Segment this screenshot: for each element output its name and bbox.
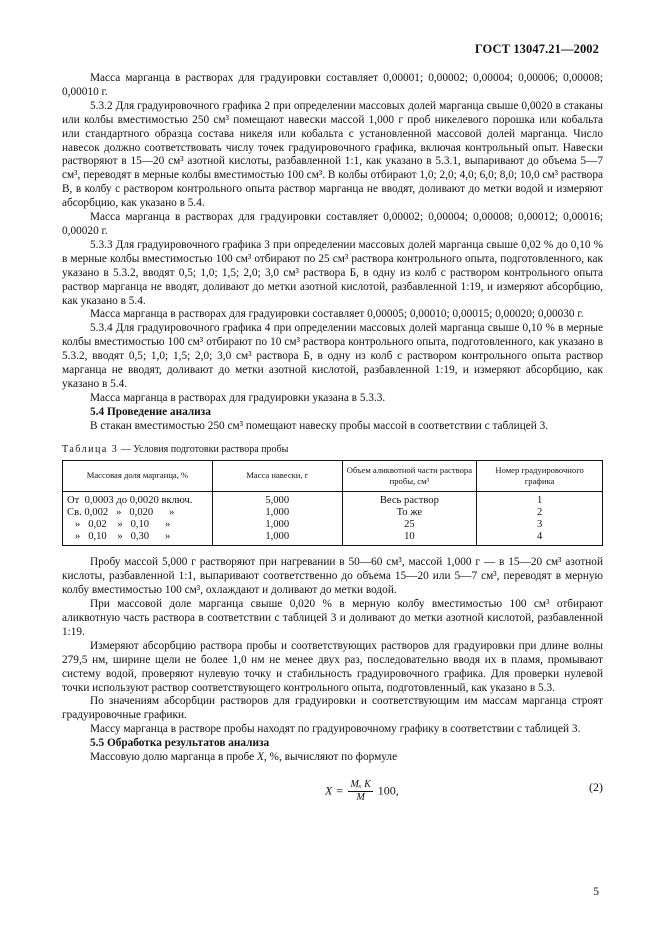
- document-body: [62, 72, 603, 815]
- paragraph: 5.3.4 Для градуировочного графика 4 при определении массовых долей марганца свыше 0,10 % в мерные колбы вместимостью 100 см³ отбирают по 10 см³ раствора контрольного опыта, подготовленного, как указано в 5.3.2, вводят 0,5; 1,0; 1,5; 2,0; 3,0 см³ раствора Б, в одну из колб с раствором контрольного опыта раствор марганца не вводят, доливают до метки азотной кислотой, разбавленной 1:19, и измеряют абсорбцию, как указано в 5.4.: [62, 322, 603, 390]
- paragraph: Масса марганца в растворах для градуировки составляет 0,00002; 0,00004; 0,00008; 0,00012; 0,00016; 0,00020 г.: [62, 211, 603, 237]
- table-cell: 4: [477, 531, 603, 546]
- paragraph: При массовой доле марганца свыше 0,020 % в мерную колбу вместимостью 100 см³ отбирают аликвотную часть раствора в соответствии с таблицей 3 и доливают до метки азотной кислотой, разбавленной 1:19.: [62, 598, 603, 638]
- table-row: [63, 531, 603, 546]
- paragraph-text: , %, вычисляют по формуле: [263, 751, 398, 764]
- table-cell: 5,000: [212, 491, 342, 507]
- table-cell: От 0,0003 до 0,0020 включ.: [63, 491, 213, 507]
- formula: [62, 769, 603, 815]
- table-cell: 1,000: [212, 519, 342, 531]
- formula-rhs: 100,: [377, 783, 399, 798]
- table-header-cell: Номер градуировочного графика: [477, 460, 603, 491]
- table-cell: 10: [342, 531, 477, 546]
- paragraph: Пробу массой 5,000 г растворяют при нагревании в 50—60 см³, массой 1,000 г — в 15—20 см³ азотной кислоты, разбавленной 1:1, выпаривают соответственно до объема 15—20 или 5—7 см³, переводят в мерную колбу вместимостью 100 см³, охлаждают и доливают до метки водой.: [62, 556, 603, 597]
- table-caption-text: — Условия подготовки раствора пробы: [118, 443, 289, 455]
- table-header-cell: Массовая доля марганца, %: [63, 460, 213, 491]
- formula-lhs: X =: [325, 783, 344, 798]
- formula-denominator: M: [356, 791, 365, 803]
- table-caption-label: Таблица 3: [62, 443, 119, 455]
- paragraph: 5.3.3 Для градуировочного графика 3 при определении массовых долей марганца свыше 0,02 % до 0,10 % в мерные колбы вместимостью 100 см³ отбирают по 25 см³ раствора контрольного опыта, подготовленного, как указано в 5.3.2, вводят 0,5; 1,0; 1,5; 2,0; 3,0 см³ раствора Б, в одну из колб с раствором контрольного опыта раствор марганца не вводят, доливают до метки азотной кислотой, разбавленной 1:19, и измеряют абсорбцию, как указано в 5.4.: [62, 238, 603, 307]
- paragraph: 5.3.2 Для градуировочного графика 2 при определении массовых долей марганца свыше 0,0020 в стаканы или колбы вместимостью 250 см³ помещают навески массой 1,000 г проб никелевого порошка или кобальта или стандартного образца состава никеля или кобальта с установленной массовой долей марганца. Число навесок должно соответствовать числу точек градуировочного графика, включая контрольный опыт. Навески растворяют в 15—20 см³ азотной кислоты, разбавленной 1:1, как указано в 5.3.1, выпаривают до объема 5—7 см³, переводят в мерные колбы вместимостью 100 см³. В колбы отбирают 1,0; 2,0; 4,0; 6,0; 8,0; 10,0 см³ раствора В, в колбу с раствором контрольного опыта раствор марганца не вводят, доливают до метки водой и измеряют абсорбцию, как указано в 5.4.: [62, 99, 603, 210]
- section-heading: 5.4 Проведение анализа: [90, 405, 211, 418]
- section-heading: 5.5 Обработка результатов анализа: [90, 737, 270, 750]
- table-cell: 1,000: [212, 531, 342, 546]
- paragraph: Измеряют абсорбцию раствора пробы и соответствующих растворов для градуировки при длине волны 279,5 нм, ширине щели не более 1,0 нм не менее двух раз, последовательно вводя их в пламя, промывают систему водой, проверяют нулевую точку и стабильность градуировочного графика. Для проверки нулевой точки используют раствор соответствующего контрольного опыта, подготовленный, как указано в 5.3.: [62, 639, 603, 694]
- paragraph: Масса марганца в растворах для градуировки составляет 0,00001; 0,00002; 0,00004; 0,00006; 0,00008; 0,00010 г.: [62, 72, 603, 98]
- table-cell: Весь раствор: [342, 491, 477, 507]
- table-header-cell: Объем аликвотной части раствора пробы, см³: [342, 460, 477, 491]
- table-cell: 25: [342, 519, 477, 531]
- document-header: ГОСТ 13047.21—2002: [474, 42, 599, 56]
- table-cell: 2: [477, 507, 603, 519]
- equation-number: (2): [589, 779, 603, 794]
- table-cell: » 0,10 » 0,30 »: [63, 531, 213, 546]
- table-cell: 1,000: [212, 507, 342, 519]
- table-cell: 1: [477, 491, 603, 507]
- paragraph: Масса марганца в растворах для градуировки составляет 0,00005; 0,00010; 0,00015; 0,00020; 0,00030 г.: [90, 308, 584, 321]
- table-row: [63, 507, 603, 519]
- paragraph: В стакан вместимостью 250 см³ помещают навеску пробы массой в соответствии с таблицей 3.: [90, 419, 549, 432]
- table-cell: 3: [477, 519, 603, 531]
- formula-expression: [325, 779, 399, 804]
- table-cell: Св. 0,002 » 0,020 »: [63, 507, 213, 519]
- table-row: [63, 519, 603, 531]
- page-number: 5: [593, 886, 599, 898]
- table-row: [63, 491, 603, 507]
- formula-numerator: Mₓ K: [350, 778, 371, 790]
- paragraph: Масса марганца в растворах для градуировки указана в 5.3.3.: [90, 391, 386, 404]
- paragraph: По значениям абсорбции растворов для градуировки и соответствующим им массам марганца строят градуировочные графики.: [62, 695, 603, 722]
- table-header-cell: Масса навески, г: [212, 460, 342, 491]
- paragraph: [62, 751, 603, 765]
- formula-fraction: [348, 779, 372, 804]
- table-cell: То же: [342, 507, 477, 519]
- conditions-table: [62, 460, 603, 547]
- variable-x: X: [257, 751, 264, 764]
- table-caption: [62, 444, 603, 456]
- paragraph-text: Массовую долю марганца в пробе: [90, 751, 257, 764]
- table-header-row: [63, 460, 603, 491]
- paragraph: Массу марганца в растворе пробы находят по градуировочному графику в соответствии с таблицей 3.: [90, 723, 581, 736]
- table-cell: » 0,02 » 0,10 »: [63, 519, 213, 531]
